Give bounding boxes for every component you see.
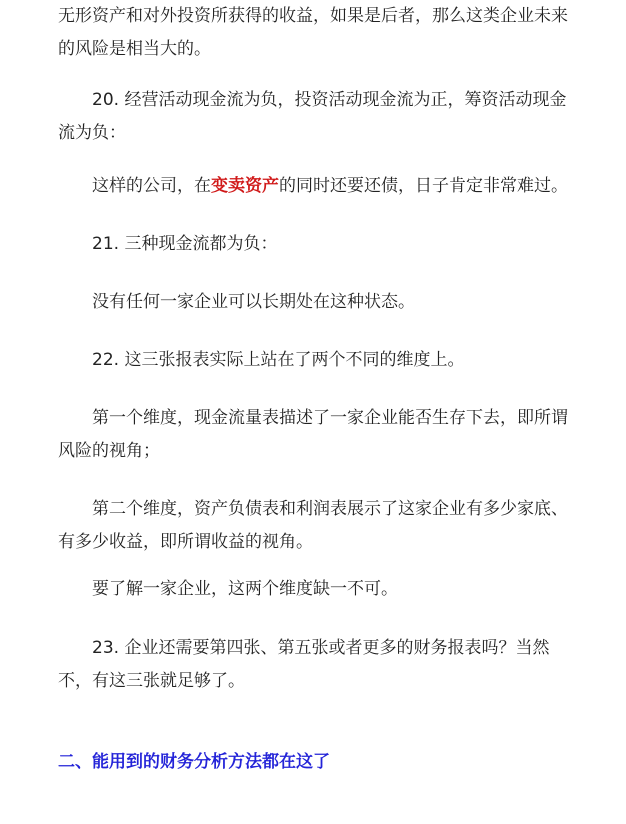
paragraph-second-dimension: 第二个维度，资产负债表和利润表展示了这家企业有多少家底、有多少收益，即所谓收益的视角。	[58, 499, 568, 552]
section-heading: 二、能用到的财务分析方法都在这了	[58, 752, 330, 772]
paragraph-item-22: 22. 这三张报表实际上站在了两个不同的维度上。	[92, 350, 465, 370]
paragraph-item-23: 23. 企业还需要第四张、第五张或者更多的财务报表吗？当然不，有这三张就足够了。	[58, 638, 550, 691]
paragraph-both-needed: 要了解一家企业，这两个维度缺一不可。	[92, 579, 398, 599]
text: 这样的公司，在	[92, 176, 211, 196]
paragraph-no-company: 没有任何一家企业可以长期处在这种状态。	[92, 292, 415, 312]
paragraph-item-21: 21. 三种现金流都为负：	[92, 234, 278, 254]
text: 的同时还要还债，日子肯定非常难过。	[279, 176, 568, 196]
paragraph-first-dimension: 第一个维度，现金流量表描述了一家企业能否生存下去，即所谓风险的视角；	[58, 408, 568, 461]
paragraph-item-20: 20. 经营活动现金流为负，投资活动现金流为正，筹资活动现金流为负：	[58, 90, 567, 143]
paragraph-selling-assets	[58, 170, 570, 203]
highlight-text: 变卖资产	[211, 176, 279, 196]
paragraph-intangible-assets: 无形资产和对外投资所获得的收益，如果是后者，那么这类企业未来的风险是相当大的。	[58, 6, 568, 59]
